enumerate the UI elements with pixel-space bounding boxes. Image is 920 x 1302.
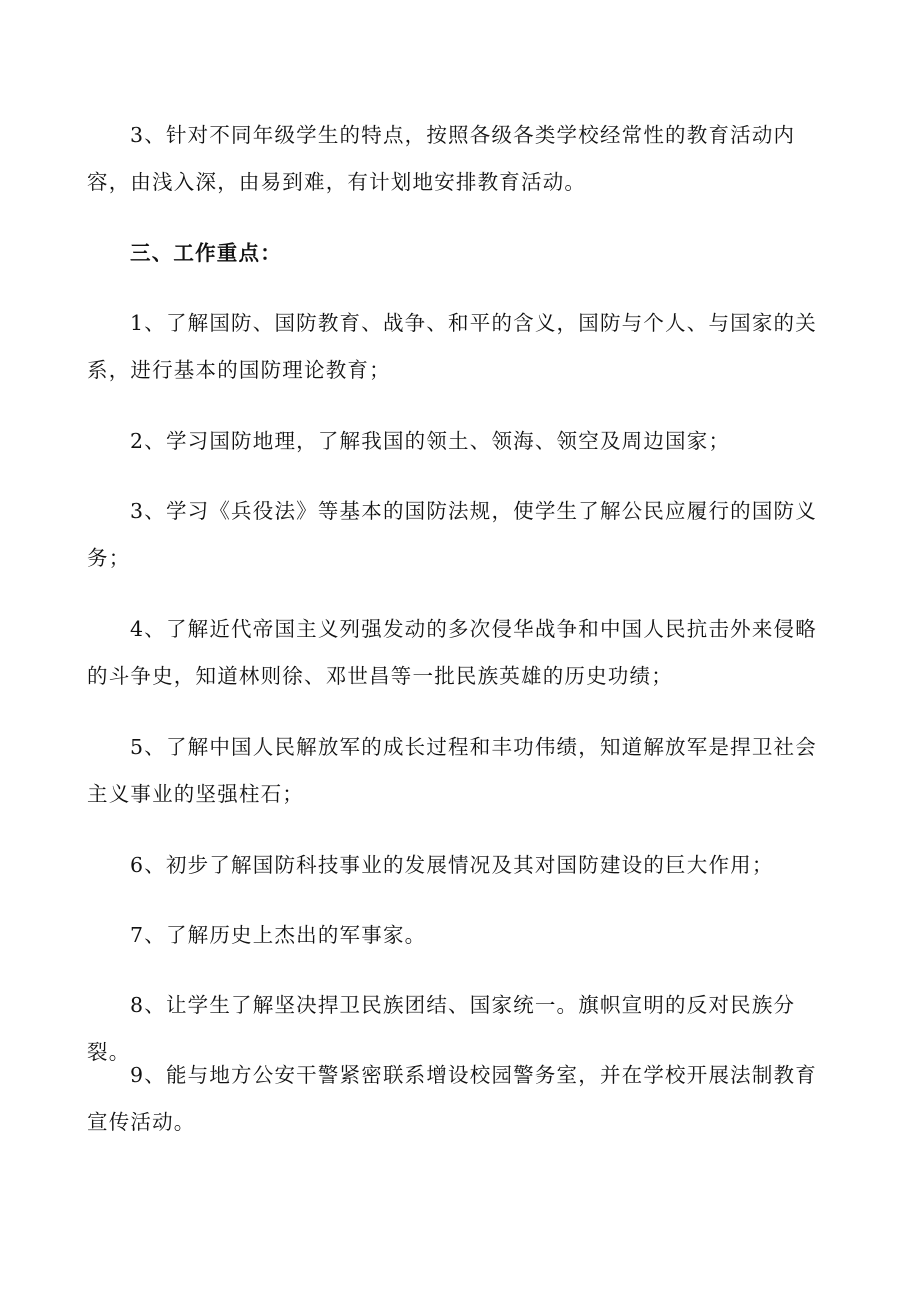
paragraph-item-5-pla-history: 5、了解中国人民解放军的成长过程和丰功伟绩，知道解放军是捍卫社会主义事业的坚强柱石；: [87, 735, 817, 806]
paragraph-item-2-defense-geography: 2、学习国防地理，了解我国的领土、领海、领空及周边国家；: [130, 429, 731, 453]
section-heading-work-focus: 三、工作重点：: [130, 241, 282, 265]
paragraph-item-9-campus-police-office: 9、能与地方公安干警紧密联系增设校园警务室，并在学校开展法制教育宣传活动。: [87, 1063, 817, 1134]
paragraph-item-4-history-of-resistance: 4、了解近代帝国主义列强发动的多次侵华战争和中国人民抗击外来侵略的斗争史，知道林则徐、邓世昌等一批民族英雄的历史功绩；: [87, 617, 817, 688]
paragraph-item-1-defense-theory: 1、了解国防、国防教育、战争、和平的含义，国防与个人、与国家的关系，进行基本的国防理论教育；: [87, 311, 817, 382]
paragraph-item-7-military-strategists: 7、了解历史上杰出的军事家。: [130, 923, 427, 947]
paragraph-item-8-national-unity: 8、让学生了解坚决捍卫民族团结、国家统一。旗帜宣明的反对民族分裂。: [87, 993, 796, 1064]
paragraph-item-6-defense-technology: 6、初步了解国防科技事业的发展情况及其对国防建设的巨大作用；: [130, 853, 774, 877]
paragraph-item-3-military-service-law: 3、学习《兵役法》等基本的国防法规，使学生了解公民应履行的国防义务；: [87, 499, 817, 570]
paragraph-item-3-education-plan: 3、针对不同年级学生的特点，按照各级各类学校经常性的教育活动内容，由浅入深，由易到难，有计划地安排教育活动。: [87, 123, 796, 194]
